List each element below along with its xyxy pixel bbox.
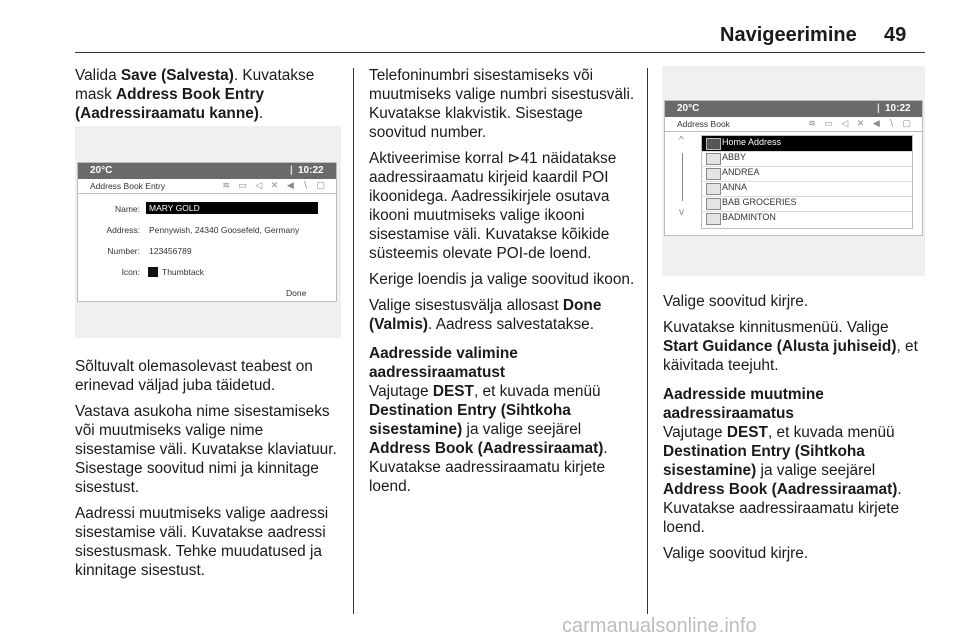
list-item[interactable]: ABBY <box>702 151 912 167</box>
paragraph: Vajutage DEST, et kuvada menüü Destination Entry (Sihtkoha sisestamine) ja valige seejärel Address Book (Aadressiraamat). Kuvatakse aadressiraamatu kirjete loend. <box>663 424 902 536</box>
icon-value[interactable]: Thumbtack <box>162 267 205 277</box>
column-divider-right <box>647 68 648 614</box>
paragraph: Vastava asukoha nime sisestamiseks või muutmiseks valige nime sisestamise väli. Kuvatakse klaviatuur. Sisestage soovitud nimi ja kinnitage sisestust. <box>75 403 337 496</box>
status-icons: ≋ ▭ ◁ ✕ ◀ ∖ ▢ <box>808 118 914 128</box>
contact-icon <box>706 213 721 225</box>
contact-icon <box>706 168 721 180</box>
right-column <box>663 292 925 570</box>
paragraph: Kerige loendis ja valige soovitud ikoon. <box>369 271 635 288</box>
screenshot-address-book <box>662 66 925 276</box>
page-reference[interactable]: 41 <box>520 150 538 167</box>
contact-icon <box>706 153 721 165</box>
paragraph: Telefoninumbri sisestamiseks või muutmiseks valige numbri sisestusväli. Kuvatakse klakvistik. Sisestage soovitud number. <box>369 67 635 141</box>
paragraph: Aktiveerimise korral ⊳41 näidatakse aadressiraamatu kirjeid kaardil POI ikoonidega. Aadressikirjele osutava ikooni muutmiseks valige ikooni sisestamise väli. Kuvatakse kõikide süsteemis olevate POI-de loend. <box>369 150 617 262</box>
list-item[interactable]: Home Address <box>702 136 912 152</box>
display-screen <box>664 100 923 236</box>
done-button[interactable]: Done <box>286 288 307 298</box>
screen-title: Address Book <box>677 119 730 129</box>
page-header-title: Navigeerimine <box>720 24 857 46</box>
list-item[interactable]: BAB GROCERIES <box>702 196 912 212</box>
paragraph: Aadressi muutmiseks valige aadressi sisestamise väli. Kuvatakse aadressi sisestusmask. Tehke muudatused ja kinnitage sisestust. <box>75 505 329 579</box>
home-icon <box>706 138 721 150</box>
icon-label: Icon: <box>121 267 140 277</box>
paragraph: Sõltuvalt olemasolevast teabest on erinevad väljad juba täidetud. <box>75 358 313 394</box>
screenshot-address-book-entry <box>75 126 341 338</box>
screen-status-bar: 20°C | 10:22 <box>78 163 336 179</box>
paragraph: Valige sisestusvälja allosast Done (Valmis). Aadress salvestatakse. <box>369 297 602 333</box>
number-value[interactable]: 123456789 <box>149 246 192 256</box>
paragraph: Valige soovitud kirjre. <box>663 545 809 562</box>
scroll-up-button[interactable]: ^ <box>679 135 684 146</box>
paragraph: Valida Save (Salvesta). Kuvatakse mask Address Book Entry (Aadressiraamatu kanne). <box>75 67 315 122</box>
page-reference-icon: ⊳ <box>507 150 521 167</box>
term-address-book-entry: Address Book Entry (Aadressiraamatu kanne) <box>75 86 265 122</box>
screen-status-bar: 20°C | 10:22 <box>665 101 922 117</box>
clock: 10:22 <box>298 165 324 176</box>
paragraph: Valige soovitud kirjre. <box>663 293 809 310</box>
paragraph: Vajutage DEST, et kuvada menüü Destination Entry (Sihtkoha sisestamine) ja valige seejärel Address Book (Aadressiraamat). Kuvatakse aadressiraamatu kirjete loend. <box>369 383 608 495</box>
left-column <box>75 66 343 130</box>
list-item[interactable]: BADMINTON <box>702 211 912 226</box>
address-list <box>701 135 913 229</box>
screen-title-bar <box>665 117 922 132</box>
list-item[interactable]: ANNA <box>702 181 912 197</box>
temperature: 20°C <box>90 165 113 176</box>
list-item[interactable]: ANDREA <box>702 166 912 182</box>
screen-title: Address Book Entry <box>90 181 166 191</box>
scroll-track[interactable] <box>682 153 683 201</box>
address-value[interactable]: Pennywish, 24340 Goosefeld, Germany <box>149 225 300 235</box>
section-heading: Aadresside valimine aadressiraamatust <box>369 345 518 381</box>
name-value[interactable]: MARY GOLD <box>146 202 318 214</box>
name-label: Name: <box>114 204 140 214</box>
address-label: Address: <box>106 225 140 235</box>
contact-icon <box>706 183 721 195</box>
status-icons: ≋ ▭ ◁ ✕ ◀ ∖ ▢ <box>222 180 328 190</box>
term-save: Save (Salvesta) <box>120 67 234 84</box>
header-divider <box>75 52 925 53</box>
display-screen <box>77 162 337 302</box>
left-column-lower <box>75 357 343 587</box>
section-heading: Aadresside muutmine aadressiraamatus <box>663 386 824 422</box>
term-done: Done (Valmis) <box>369 297 602 333</box>
screen-title-bar <box>78 179 336 194</box>
paragraph: Kuvatakse kinnitusmenüü. Valige Start Guidance (Alusta juhiseid), et käivitada teejuht. <box>663 319 918 374</box>
page-number: 49 <box>884 24 907 46</box>
temperature: 20°C <box>677 103 700 114</box>
clock: 10:22 <box>885 103 911 114</box>
number-label: Number: <box>107 246 140 256</box>
middle-column <box>369 66 637 503</box>
grocery-icon <box>706 198 721 210</box>
scroll-down-button[interactable]: v <box>679 207 684 218</box>
column-divider-left <box>353 68 354 614</box>
watermark: carmanualsonline.info <box>562 615 757 637</box>
thumbtack-icon <box>148 267 158 277</box>
